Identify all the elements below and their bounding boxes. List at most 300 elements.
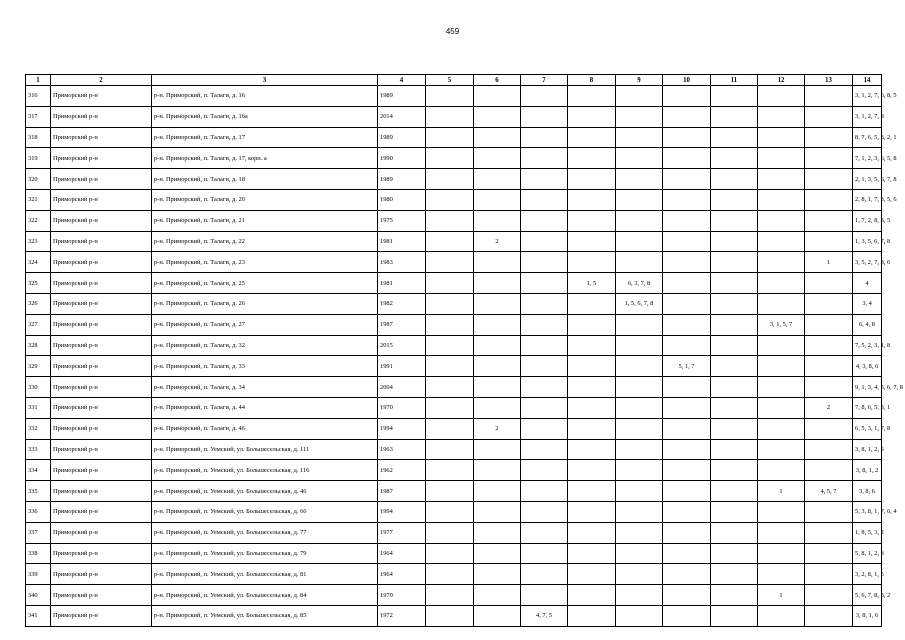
table-cell: Приморский р-н	[51, 273, 152, 294]
table-cell: Приморский р-н	[51, 356, 152, 377]
table-cell: 2	[805, 397, 853, 418]
table-cell: 1994	[378, 501, 426, 522]
table-cell	[616, 148, 663, 169]
table-cell	[663, 585, 711, 606]
table-cell	[711, 481, 758, 502]
table-cell	[711, 543, 758, 564]
table-row	[26, 273, 882, 294]
table-cell	[805, 210, 853, 231]
table-cell: Приморский р-н	[51, 605, 152, 626]
table-cell	[426, 210, 474, 231]
table-cell: 1994	[378, 418, 426, 439]
table-cell: 7, 5, 2, 3, 1, 8	[853, 335, 882, 356]
table-cell: 1987	[378, 481, 426, 502]
table-cell	[711, 460, 758, 481]
table-cell	[758, 439, 805, 460]
table-cell	[663, 543, 711, 564]
table-cell	[711, 605, 758, 626]
table-cell	[521, 564, 568, 585]
table-cell: 7, 8, 6, 5, 3, 1	[853, 397, 882, 418]
table-cell: 1989	[378, 127, 426, 148]
table-cell	[568, 86, 616, 107]
table-cell: р-н. Приморский, п. Талаги, д. 44	[152, 397, 378, 418]
table-cell: 1975	[378, 210, 426, 231]
table-cell	[521, 293, 568, 314]
table-cell	[474, 460, 521, 481]
table-cell: 340	[26, 585, 51, 606]
table-cell: 3, 8, 6	[853, 481, 882, 502]
table-cell: Приморский р-н	[51, 481, 152, 502]
table-row	[26, 231, 882, 252]
table-cell	[568, 106, 616, 127]
table-row	[26, 377, 882, 398]
table-cell	[805, 335, 853, 356]
table-cell: 1987	[378, 314, 426, 335]
table-cell: 2014	[378, 106, 426, 127]
table-cell	[521, 460, 568, 481]
table-cell: р-н. Приморский, п. Уемский, ул. Большесельская, д. 85	[152, 605, 378, 626]
table-cell: 2015	[378, 335, 426, 356]
table-cell	[805, 314, 853, 335]
table-cell	[663, 522, 711, 543]
table-cell: 317	[26, 106, 51, 127]
table-cell: 2	[474, 418, 521, 439]
table-cell	[616, 585, 663, 606]
table-cell: Приморский р-н	[51, 335, 152, 356]
table-cell: 337	[26, 522, 51, 543]
table-cell: р-н. Приморский, п. Талаги, д. 34	[152, 377, 378, 398]
table-cell: 319	[26, 148, 51, 169]
table-cell: 2	[474, 231, 521, 252]
table-cell	[711, 501, 758, 522]
table-cell	[663, 273, 711, 294]
table-cell: 2, 8, 1, 7, 3, 5, 6	[853, 189, 882, 210]
table-row	[26, 585, 882, 606]
table-cell	[663, 148, 711, 169]
table-cell	[805, 106, 853, 127]
table-cell	[426, 543, 474, 564]
table-cell	[663, 314, 711, 335]
table-cell	[758, 210, 805, 231]
table-cell: 3, 8, 1, 2	[853, 460, 882, 481]
table-cell: 4, 3, 8, 6	[853, 356, 882, 377]
col-header: 13	[805, 75, 853, 86]
table-cell	[568, 522, 616, 543]
table-cell	[521, 418, 568, 439]
table-cell	[568, 252, 616, 273]
table-cell	[568, 585, 616, 606]
page-number: 459	[445, 27, 460, 36]
table-row	[26, 106, 882, 127]
table-cell: 5, 3, 8, 1, 7, 6, 4	[853, 501, 882, 522]
table-cell	[616, 397, 663, 418]
table-cell	[426, 356, 474, 377]
table-cell	[426, 522, 474, 543]
table-cell	[758, 106, 805, 127]
table-cell	[474, 169, 521, 190]
table-cell: р-н. Приморский, п. Уемский, ул. Большесельская, д. 46	[152, 481, 378, 502]
table-cell	[805, 86, 853, 107]
table-cell: 1982	[378, 293, 426, 314]
table-cell	[426, 397, 474, 418]
table-cell: 1983	[378, 252, 426, 273]
table-cell: Приморский р-н	[51, 314, 152, 335]
table-cell	[758, 335, 805, 356]
table-cell	[663, 86, 711, 107]
table-cell	[568, 189, 616, 210]
table-cell	[805, 148, 853, 169]
table-cell	[474, 522, 521, 543]
table-cell: 6, 3, 7, 8	[616, 273, 663, 294]
table-cell: Приморский р-н	[51, 148, 152, 169]
table-cell	[521, 210, 568, 231]
table-cell	[616, 335, 663, 356]
table-row	[26, 189, 882, 210]
table-cell: 1990	[378, 148, 426, 169]
table-cell: 327	[26, 314, 51, 335]
table-cell: 334	[26, 460, 51, 481]
table-cell: Приморский р-н	[51, 585, 152, 606]
table-cell	[711, 439, 758, 460]
table-cell	[663, 564, 711, 585]
col-header: 10	[663, 75, 711, 86]
table-cell	[616, 189, 663, 210]
table-cell	[521, 86, 568, 107]
table-cell	[474, 106, 521, 127]
col-header: 11	[711, 75, 758, 86]
table-cell: Приморский р-н	[51, 210, 152, 231]
table-row	[26, 522, 882, 543]
table-cell	[805, 189, 853, 210]
table-cell: 329	[26, 356, 51, 377]
table-row	[26, 148, 882, 169]
table-cell: Приморский р-н	[51, 418, 152, 439]
table-cell	[568, 231, 616, 252]
table-cell	[426, 585, 474, 606]
table-cell	[805, 418, 853, 439]
table-cell	[663, 377, 711, 398]
table-cell	[805, 293, 853, 314]
table-cell: 318	[26, 127, 51, 148]
table-cell	[426, 481, 474, 502]
table-cell	[616, 210, 663, 231]
table-cell: 1964	[378, 543, 426, 564]
table-cell	[663, 106, 711, 127]
table-cell	[616, 418, 663, 439]
table-cell: 3, 5, 2, 7, 8, 6	[853, 252, 882, 273]
table-row	[26, 439, 882, 460]
table-cell	[805, 356, 853, 377]
table-cell: 5, 1, 7	[663, 356, 711, 377]
table-cell	[426, 439, 474, 460]
table-cell	[474, 543, 521, 564]
table-cell	[711, 335, 758, 356]
table-cell	[426, 231, 474, 252]
table-cell: 324	[26, 252, 51, 273]
table-cell	[521, 501, 568, 522]
table-cell	[663, 418, 711, 439]
table-cell	[758, 189, 805, 210]
table-cell	[758, 605, 805, 626]
table-cell	[521, 314, 568, 335]
table-row	[26, 564, 882, 585]
table-row	[26, 543, 882, 564]
table-row	[26, 252, 882, 273]
table-cell	[758, 397, 805, 418]
table-cell	[663, 252, 711, 273]
table-cell	[616, 439, 663, 460]
table-cell	[805, 564, 853, 585]
col-header: 6	[474, 75, 521, 86]
header-row	[26, 75, 882, 86]
table-cell: 2004	[378, 377, 426, 398]
table-row	[26, 460, 882, 481]
table-cell: р-н. Приморский, п. Талаги, д. 21	[152, 210, 378, 231]
table-cell: 3, 8, 1, 6	[853, 605, 882, 626]
table-cell: 5, 8, 1, 2, 3	[853, 543, 882, 564]
table-cell	[568, 335, 616, 356]
table-cell: 1	[758, 585, 805, 606]
table-cell	[426, 460, 474, 481]
table-cell	[616, 86, 663, 107]
table-cell	[474, 148, 521, 169]
table-cell: р-н. Приморский, п. Талаги, д. 20	[152, 189, 378, 210]
table-cell: 316	[26, 86, 51, 107]
table-cell	[805, 460, 853, 481]
table-cell	[521, 585, 568, 606]
table-cell	[521, 481, 568, 502]
table-cell	[568, 356, 616, 377]
table-cell	[663, 189, 711, 210]
table-cell: 336	[26, 501, 51, 522]
table-row	[26, 501, 882, 522]
table-cell	[616, 314, 663, 335]
table-cell	[711, 397, 758, 418]
table-cell: 2, 1, 3, 5, 6, 7, 8	[853, 169, 882, 190]
table-row	[26, 356, 882, 377]
table-cell: 320	[26, 169, 51, 190]
table-cell	[711, 127, 758, 148]
table-cell	[426, 335, 474, 356]
table-cell	[805, 231, 853, 252]
table-cell	[663, 460, 711, 481]
table-cell	[474, 397, 521, 418]
table-cell: Приморский р-н	[51, 127, 152, 148]
table-cell: 3, 1, 2, 7, 8	[853, 106, 882, 127]
table-cell	[711, 273, 758, 294]
table-cell	[474, 314, 521, 335]
col-header: 3	[152, 75, 378, 86]
table-cell	[521, 439, 568, 460]
col-header: 4	[378, 75, 426, 86]
col-header: 8	[568, 75, 616, 86]
table-row	[26, 210, 882, 231]
table-cell	[474, 86, 521, 107]
table-cell	[758, 273, 805, 294]
table-cell: р-н. Приморский, п. Талаги, д. 33	[152, 356, 378, 377]
table-cell	[474, 273, 521, 294]
table-cell: 1, 8, 5, 3, 2	[853, 522, 882, 543]
table-cell	[568, 543, 616, 564]
table-cell: 1970	[378, 397, 426, 418]
table-cell	[521, 148, 568, 169]
table-row	[26, 314, 882, 335]
table-cell	[711, 169, 758, 190]
table-cell	[616, 377, 663, 398]
table-cell	[805, 439, 853, 460]
table-cell	[711, 564, 758, 585]
table-row	[26, 86, 882, 107]
table-cell	[616, 127, 663, 148]
table-cell	[663, 210, 711, 231]
table-cell: 333	[26, 439, 51, 460]
table-cell: 3, 1, 2, 7, 6, 8, 5	[853, 86, 882, 107]
table-cell	[711, 189, 758, 210]
table-cell: р-н. Приморский, п. Уемский, ул. Большесельская, д. 84	[152, 585, 378, 606]
table-cell	[521, 356, 568, 377]
table-cell	[568, 460, 616, 481]
table-cell	[474, 293, 521, 314]
table-cell	[805, 127, 853, 148]
table-cell: 4	[853, 273, 882, 294]
table-cell	[711, 314, 758, 335]
table-cell: р-н. Приморский, п. Талаги, д. 25	[152, 273, 378, 294]
table-row	[26, 418, 882, 439]
table-cell	[758, 231, 805, 252]
table-cell	[663, 439, 711, 460]
table-cell	[426, 189, 474, 210]
table-cell: 8, 7, 6, 5, 3, 2, 1	[853, 127, 882, 148]
table-row	[26, 481, 882, 502]
table-cell	[711, 418, 758, 439]
table-cell	[474, 335, 521, 356]
table-cell: 1964	[378, 564, 426, 585]
table-row	[26, 397, 882, 418]
table-cell: Приморский р-н	[51, 377, 152, 398]
table-cell	[663, 127, 711, 148]
table-cell	[711, 522, 758, 543]
table-cell: 339	[26, 564, 51, 585]
table-cell	[711, 210, 758, 231]
table-cell	[568, 605, 616, 626]
table-cell: 6, 5, 3, 1, 7, 8	[853, 418, 882, 439]
table-cell	[474, 252, 521, 273]
table-cell	[805, 501, 853, 522]
table-cell	[711, 293, 758, 314]
table-cell	[616, 543, 663, 564]
table-cell: 335	[26, 481, 51, 502]
table-cell	[805, 543, 853, 564]
table-cell: р-н. Приморский, п. Талаги, д. 16	[152, 86, 378, 107]
table-cell: 1970	[378, 585, 426, 606]
table-cell	[521, 377, 568, 398]
table-cell: р-н. Приморский, п. Талаги, д. 18	[152, 169, 378, 190]
table-cell	[426, 605, 474, 626]
table-cell: 4, 5, 7	[805, 481, 853, 502]
table-row	[26, 127, 882, 148]
table-cell	[805, 377, 853, 398]
table-cell	[711, 377, 758, 398]
table-cell	[521, 169, 568, 190]
table-cell	[663, 169, 711, 190]
table-cell: р-н. Приморский, п. Талаги, д. 17	[152, 127, 378, 148]
table-cell	[568, 210, 616, 231]
table-cell: 321	[26, 189, 51, 210]
table-cell	[616, 169, 663, 190]
table-cell	[568, 169, 616, 190]
table-cell: 1980	[378, 189, 426, 210]
table-cell	[474, 127, 521, 148]
table-cell: Приморский р-н	[51, 86, 152, 107]
table-cell	[474, 481, 521, 502]
table-cell: р-н. Приморский, п. Уемский, ул. Большесельская, д. 77	[152, 522, 378, 543]
table-cell	[568, 418, 616, 439]
table-cell: 332	[26, 418, 51, 439]
table-cell	[758, 377, 805, 398]
table-cell	[521, 189, 568, 210]
table-cell	[711, 148, 758, 169]
table-cell: 331	[26, 397, 51, 418]
table-cell: Приморский р-н	[51, 522, 152, 543]
table-cell: 3, 8, 1, 2, 5	[853, 439, 882, 460]
table-cell	[758, 418, 805, 439]
table-cell: 4, 7, 5	[521, 605, 568, 626]
table-cell: 1, 5, 6, 7, 8	[616, 293, 663, 314]
table-cell	[521, 522, 568, 543]
table-cell	[616, 231, 663, 252]
table-cell: Приморский р-н	[51, 189, 152, 210]
table-cell: 338	[26, 543, 51, 564]
table-cell	[663, 397, 711, 418]
table-cell: 1989	[378, 86, 426, 107]
table-cell	[426, 314, 474, 335]
table-cell	[474, 189, 521, 210]
table-row	[26, 293, 882, 314]
table-cell: 3, 1, 5, 7	[758, 314, 805, 335]
table-cell	[616, 605, 663, 626]
table-cell	[711, 585, 758, 606]
table-cell	[426, 106, 474, 127]
table-cell	[474, 377, 521, 398]
table-cell: 3, 2, 8, 1, 5	[853, 564, 882, 585]
table-cell: р-н. Приморский, п. Талаги, д. 22	[152, 231, 378, 252]
table-cell	[568, 314, 616, 335]
table-cell: р-н. Приморский, п. Талаги, д. 16а	[152, 106, 378, 127]
table-cell	[521, 252, 568, 273]
table-cell: р-н. Приморский, п. Талаги, д. 32	[152, 335, 378, 356]
table-cell: 7, 1, 2, 3, 6, 5, 8	[853, 148, 882, 169]
table-cell	[568, 293, 616, 314]
table-cell: 1	[758, 481, 805, 502]
table-cell	[805, 605, 853, 626]
table-cell	[758, 543, 805, 564]
table-body	[26, 86, 903, 627]
table-cell	[616, 106, 663, 127]
table-cell: р-н. Приморский, п. Талаги, д. 46	[152, 418, 378, 439]
table-cell: 1972	[378, 605, 426, 626]
table-cell	[616, 481, 663, 502]
table-row	[26, 335, 882, 356]
table-cell: 1, 7, 2, 8, 3, 5	[853, 210, 882, 231]
table-cell: 326	[26, 293, 51, 314]
col-header: 1	[26, 75, 51, 86]
table-cell: 1962	[378, 460, 426, 481]
table-cell	[568, 481, 616, 502]
table-cell	[521, 543, 568, 564]
data-table	[25, 74, 903, 627]
table-cell	[616, 460, 663, 481]
table-cell: Приморский р-н	[51, 252, 152, 273]
